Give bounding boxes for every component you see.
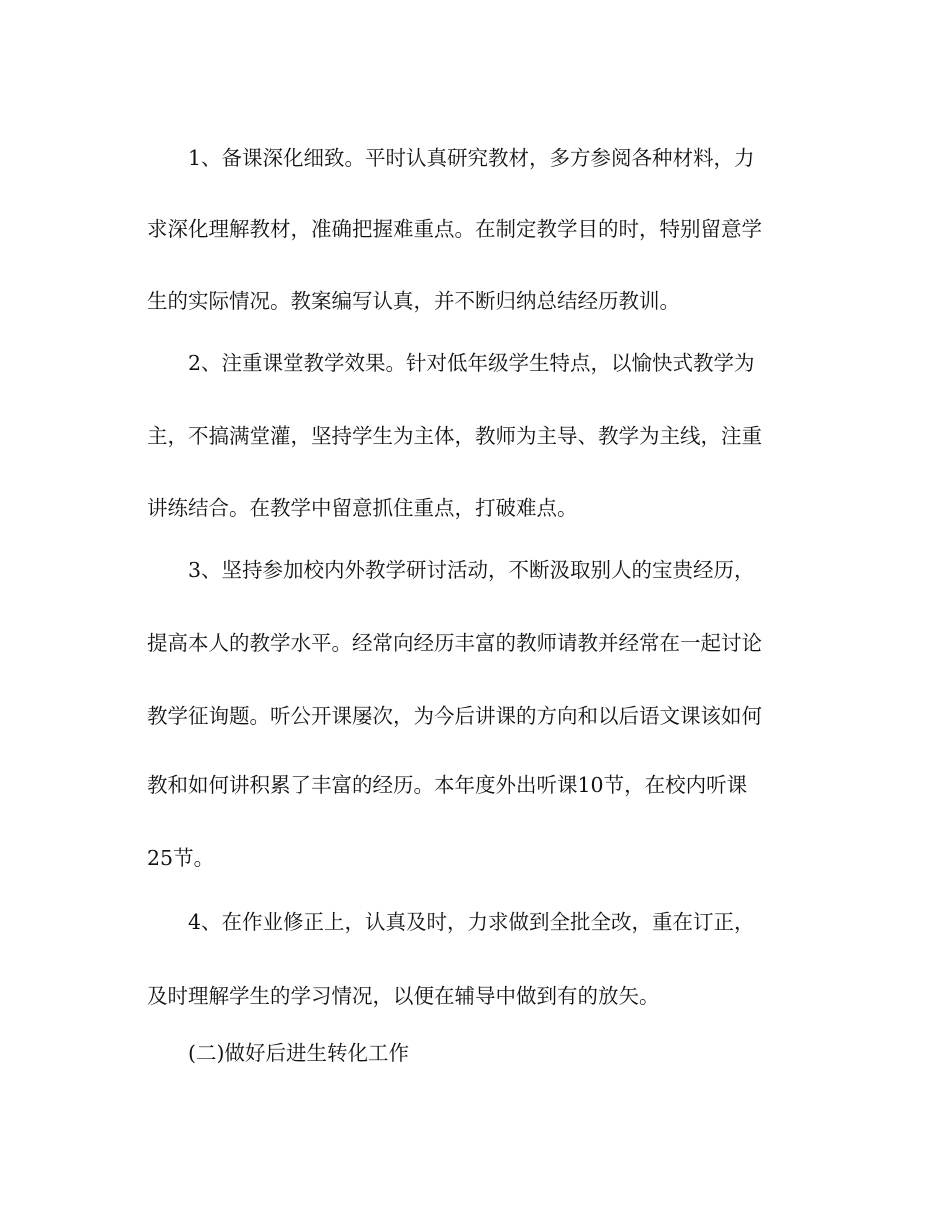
paragraph-1-line-3: 生的实际情况。教案编写认真，并不断归纳总结经历教训。 [147,289,680,313]
paragraph-2-line-3: 讲练结合。在教学中留意抓住重点，打破难点。 [147,496,578,520]
paragraph-1-line-1: 1、备课深化细致。平时认真研究教材，多方参阅各种材料，力 [188,146,755,170]
paragraph-1-line-2: 求深化理解教材，准确把握难重点。在制定教学目的时，特别留意学 [147,217,762,241]
paragraph-2-line-2: 主，不搞满堂灌，坚持学生为主体，教师为主导、教学为主线，注重 [147,424,762,448]
paragraph-3-line-2: 提高本人的教学水平。经常向经历丰富的教师请教并经常在一起讨论 [147,631,762,655]
paragraph-3-line-1: 3、坚持参加校内外教学研讨活动，不断汲取别人的宝贵经历， [188,558,755,582]
paragraph-3-line-5: 25节。 [147,846,215,870]
paragraph-4-line-2: 及时理解学生的学习情况，以便在辅导中做到有的放矢。 [147,984,660,1008]
paragraph-2-line-1: 2、注重课堂教学效果。针对低年级学生特点，以愉快式教学为 [188,351,755,375]
paragraph-3-line-3: 教学征询题。听公开课屡次，为今后讲课的方向和以后语文课该如何 [147,704,762,728]
paragraph-4-line-1: 4、在作业修正上，认真及时，力求做到全批全改，重在订正， [188,910,755,934]
section-heading: (二)做好后进生转化工作 [188,1041,409,1065]
paragraph-3-line-4: 教和如何讲积累了丰富的经历。本年度外出听课10节，在校内听课 [147,773,748,797]
